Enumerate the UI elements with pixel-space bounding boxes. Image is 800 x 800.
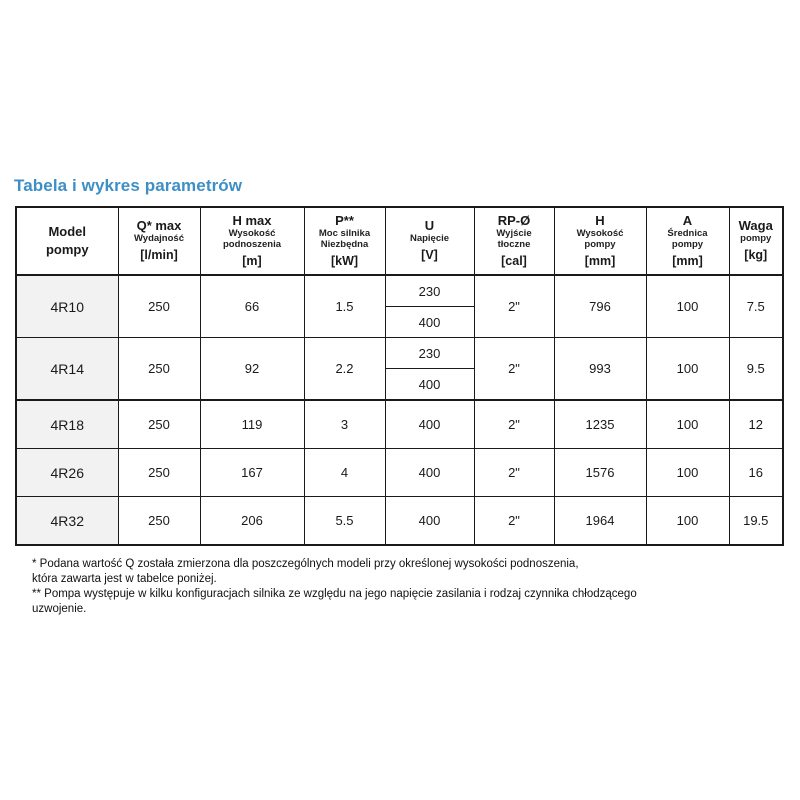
h-cell: 206 xyxy=(200,497,304,546)
header-p xyxy=(304,207,385,275)
header-w-main: Waga xyxy=(738,218,773,233)
u-cell: 230 xyxy=(385,338,474,369)
footnote-1-line-1: * Podana wartość Q została zmierzona dla poszczególnych modeli przy określonej wysokości podnoszenia, xyxy=(32,558,579,570)
header-a-main: A xyxy=(682,212,693,228)
w-cell: 9.5 xyxy=(729,338,783,401)
w-cell: 19.5 xyxy=(729,497,783,546)
p-cell: 2.2 xyxy=(304,338,385,401)
header-hh xyxy=(554,207,646,275)
table-row xyxy=(16,338,783,369)
footnote-1-line-2: która zawarta jest w tabelce poniżej. xyxy=(32,573,217,585)
u-cell: 400 xyxy=(385,449,474,497)
u-cell: 400 xyxy=(385,307,474,338)
u-cell: 230 xyxy=(385,275,474,307)
rp-cell: 2" xyxy=(474,275,554,338)
a-cell: 100 xyxy=(646,338,729,401)
header-p-unit: [kW] xyxy=(330,253,359,268)
p-cell: 5.5 xyxy=(304,497,385,546)
parameters-table xyxy=(15,206,784,546)
table-row xyxy=(16,449,783,497)
q-cell: 250 xyxy=(118,338,200,401)
w-cell: 12 xyxy=(729,400,783,449)
header-a-sub2: pompy xyxy=(671,238,704,250)
model-cell: 4R10 xyxy=(16,275,118,338)
hh-cell: 993 xyxy=(554,338,646,401)
header-h xyxy=(200,207,304,275)
w-cell: 7.5 xyxy=(729,275,783,338)
header-h-unit: [m] xyxy=(242,253,262,268)
a-cell: 100 xyxy=(646,275,729,338)
p-cell: 3 xyxy=(304,400,385,449)
rp-cell: 2" xyxy=(474,400,554,449)
table-row xyxy=(16,275,783,307)
q-cell: 250 xyxy=(118,449,200,497)
header-a-unit: [mm] xyxy=(672,253,703,268)
header-a xyxy=(646,207,729,275)
header-h-sub1: Wysokość xyxy=(228,227,276,239)
rp-cell: 2" xyxy=(474,449,554,497)
header-u-sub: Napięcie xyxy=(409,233,450,244)
model-cell: 4R32 xyxy=(16,497,118,546)
header-q-sub: Wydajność xyxy=(134,233,184,244)
header-hh-unit: [mm] xyxy=(584,253,616,268)
header-w-sub: pompy xyxy=(740,233,772,244)
header-rp-main: RP-Ø xyxy=(497,212,531,228)
model-cell: 4R14 xyxy=(16,338,118,401)
table-row xyxy=(16,497,783,546)
header-hh-sub2: pompy xyxy=(584,238,616,250)
header-q xyxy=(118,207,200,275)
header-model-line1: Model xyxy=(48,224,87,239)
header-h-main: H max xyxy=(232,212,272,228)
q-cell: 250 xyxy=(118,275,200,338)
p-cell: 1.5 xyxy=(304,275,385,338)
footnotes xyxy=(32,557,772,617)
u-cell: 400 xyxy=(385,369,474,401)
header-p-sub1: Moc silnika xyxy=(318,227,371,239)
header-w xyxy=(729,207,783,275)
header-p-sub2: Niezbędna xyxy=(320,238,369,250)
hh-cell: 796 xyxy=(554,275,646,338)
u-cell: 400 xyxy=(385,497,474,546)
header-q-main: Q* max xyxy=(136,218,182,233)
footnote-2-line-2: uzwojenie. xyxy=(32,603,87,615)
header-h-sub2: podnoszenia xyxy=(222,238,282,250)
header-q-unit: [l/min] xyxy=(140,248,178,262)
h-cell: 119 xyxy=(200,400,304,449)
rp-cell: 2" xyxy=(474,497,554,546)
header-model-line2: pompy xyxy=(45,242,89,257)
header-w-unit: [kg] xyxy=(744,248,768,262)
hh-cell: 1235 xyxy=(554,400,646,449)
hh-cell: 1964 xyxy=(554,497,646,546)
header-rp-unit: [cal] xyxy=(501,253,527,268)
header-rp xyxy=(474,207,554,275)
header-u-main: U xyxy=(424,218,435,233)
rp-cell: 2" xyxy=(474,338,554,401)
header-u xyxy=(385,207,474,275)
header-hh-sub1: Wysokość xyxy=(576,227,624,239)
model-cell: 4R18 xyxy=(16,400,118,449)
p-cell: 4 xyxy=(304,449,385,497)
h-cell: 92 xyxy=(200,338,304,401)
hh-cell: 1576 xyxy=(554,449,646,497)
w-cell: 16 xyxy=(729,449,783,497)
header-u-unit: [V] xyxy=(421,248,438,262)
h-cell: 66 xyxy=(200,275,304,338)
header-row xyxy=(16,207,783,275)
footnote-2-line-1: ** Pompa występuje w kilku konfiguracjach silnika ze względu na jego napięcie zasilania i rodzaj czynnika chłodzącego xyxy=(32,588,637,600)
header-rp-sub2: tłoczne xyxy=(497,238,531,250)
u-cell: 400 xyxy=(385,400,474,449)
header-p-main: P** xyxy=(335,212,354,228)
header-hh-main: H xyxy=(595,212,605,228)
q-cell: 250 xyxy=(118,497,200,546)
a-cell: 100 xyxy=(646,400,729,449)
header-rp-sub1: Wyjście xyxy=(496,227,532,239)
a-cell: 100 xyxy=(646,497,729,546)
q-cell: 250 xyxy=(118,400,200,449)
header-a-sub1: Średnica xyxy=(667,227,708,239)
a-cell: 100 xyxy=(646,449,729,497)
h-cell: 167 xyxy=(200,449,304,497)
header-model xyxy=(16,207,118,275)
table-row xyxy=(16,400,783,449)
model-cell: 4R26 xyxy=(16,449,118,497)
section-title: Tabela i wykres parametrów xyxy=(14,176,243,195)
